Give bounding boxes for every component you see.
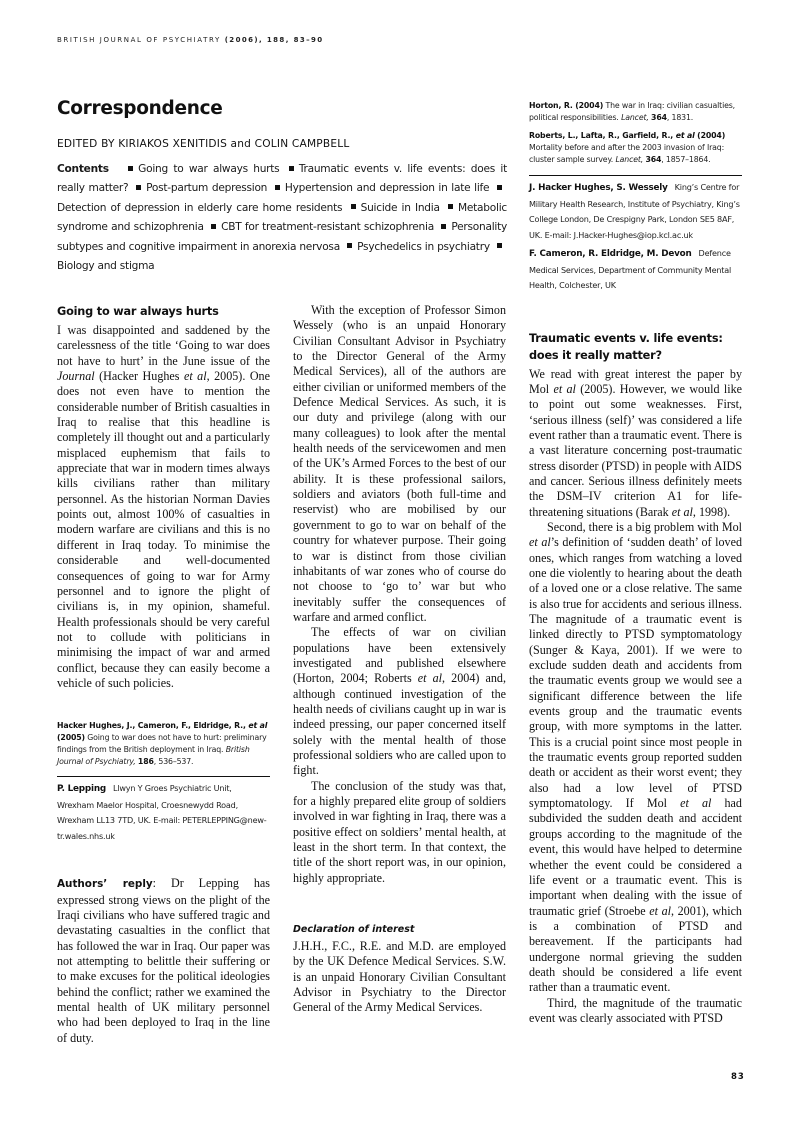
reply-paragraph: With the exception of Professor Simon Wessely (who is an unpaid Honorary Civilian Consultant Advisor in Psychiatry to the Director General of the Army Medical Services), all of the authors are either civilian or uniformed members of the Defence Medical Services. As such, it is our duty and privilege (along with our many colleagues) to look after the mental health needs of the servicewomen and men of the UK’s Armed Forces to the best of our ability. It is these professional sailors, soldiers and aviators (both full-time and reservist) who are mobilised by our government to go to war on behalf of the country for whatever purpose. Their going to war is distinct from those civilian inhabitants of war zones who of course do not choose to ‘go to’ war but who inevitably suffer the consequences of warfare and armed conflict.: [293, 303, 506, 624]
ref-pages: , 1857–1864.: [661, 155, 711, 164]
contents-item[interactable]: Post-partum depression: [146, 182, 268, 195]
text-run: , 2004) and, although continued investigation of the health needs of civilians caught up in war is indeed pressing, our paper concerned itself solely with the mental health of those professional soldiers who are called upon to fight.: [293, 671, 506, 778]
bullet-icon: [136, 185, 141, 190]
affiliation-text[interactable]: King’s Centre for Military Health Research, Institute of Psychiatry, King’s College London, De Crespigny Park, London SE5 8AF, UK. E-mail: J.Hacker-Hughes@iop.kcl.ac.uk: [529, 182, 740, 240]
declaration-heading: Declaration of interest: [293, 924, 415, 936]
author-affiliation: [57, 781, 270, 844]
etal: et al: [675, 131, 695, 140]
author-affiliation: [529, 246, 742, 294]
bullet-icon: [211, 224, 216, 229]
journal-citation: (2006), 188, 83–90: [224, 36, 324, 44]
ref-journal: British Journal of Psychiatry,: [57, 745, 250, 767]
etal: et al: [183, 369, 207, 384]
etal: et al: [417, 671, 443, 686]
contents-item[interactable]: Biology and stigma: [57, 260, 155, 273]
ref-journal: Lancet,: [615, 155, 644, 164]
column-left: [57, 303, 270, 1046]
reply-paragraph: [57, 876, 270, 1046]
bullet-icon: [289, 166, 294, 171]
letter-heading: Traumatic events v. life events: does it really matter?: [529, 331, 723, 362]
ref-authors: Horton, R. (2004): [529, 101, 604, 110]
author-name: J. Hacker Hughes, S. Wessely: [529, 183, 668, 193]
text-run: ’s definition of ‘sudden death’ of loved ones, which ranges from watching a loved one die violently to hearing about the death of a loved one or a close relative. The same is also true for accidents and serious illness. The magnitude of a traumatic event is linked directly to PTSD symptomatology (Sunger & Kaya, 2001). If we were to exclude sudden death and accidents from the traumatic events group we would see a significant difference between the life events group and the traumatic events group, with more symptoms in the latter. This is a crucial point since most people in the traumatic events group reported sudden death or accident as their worst event; they also had a low level of PTSD symptomatology. If Mol: [529, 535, 742, 811]
bullet-icon: [128, 166, 133, 171]
ref-volume: 364: [645, 155, 662, 164]
text-run: I was disappointed and saddened by the carelessness of the title ‘Going to war does not have to hurt’ in the June issue of the: [57, 323, 270, 368]
journal-ref: Journal: [57, 369, 95, 384]
ref-authors: Roberts, L., Lafta, R., Garfield, R.,: [529, 131, 676, 140]
text-run: The effects of war on civilian populations have been extensively investigated and published elsewhere (Horton, 2004; Roberts: [293, 625, 506, 686]
bullet-icon: [448, 204, 453, 209]
text-run: : Dr Lepping has expressed strong views on the plight of the Iraqi civilians who have suffered tragic and devastating casualties in the conflict that has followed the war in Iraq. Our paper was not attempting to belittle their suffering or to make excuses for the political ideologies behind the conflict; rather we examined the mental health of UK military personnel who had been deployed to Iraq in the line of duty.: [57, 876, 270, 1045]
bullet-icon: [497, 185, 502, 190]
ref-authors: Hacker Hughes, J., Cameron, F., Eldridge, R.,: [57, 721, 249, 731]
ref-title: Going to war does not have to hurt: preliminary findings from the British deployment in Iraq.: [57, 733, 267, 755]
journal-name: BRITISH JOURNAL OF PSYCHIATRY: [57, 36, 221, 44]
affiliation-text[interactable]: Llwyn Y Groes Psychiatric Unit, Wrexham Maelor Hospital, Croesnewydd Road, Wrexham LL13 7TD, UK. E-mail: PETERLEPPING@new-tr.wales.nhs.uk: [57, 783, 267, 841]
etal: et al: [680, 796, 712, 811]
contents-label: Contents: [57, 163, 109, 175]
contents-item[interactable]: Suicide in India: [360, 201, 440, 214]
ref-year: (2004): [694, 131, 726, 140]
contents-item[interactable]: Detection of depression in elderly care home residents: [57, 201, 343, 214]
column-right: [529, 100, 742, 1026]
letter-paragraph: [529, 520, 742, 996]
bullet-icon: [351, 204, 356, 209]
contents-item[interactable]: Metabolic syndrome and schizophrenia: [57, 201, 507, 234]
contents-item[interactable]: Hypertension and depression in late life: [284, 182, 490, 195]
etal: et al: [671, 504, 693, 519]
author-name: P. Lepping: [57, 784, 106, 795]
reply-label: Authors’ reply: [57, 878, 153, 891]
text-run: We read with great interest the paper by Mol: [529, 366, 742, 396]
text-run: , 2005). One does not even have to mention the considerable number of British casualties in Iraq to realise that this headline is completely ill thought out and a particularly misplaced euphemism that fails to appreciate that war in modern times always kills civilians rather than military personnel. As the historian Norman Davies points out, almost 100% of casualties in modern warfare are civilians and this is no different in Iraq today. To minimise the considerable and well-documented consequences of going to war for Army personnel and to ignore the plight of civilians is, in my opinion, shameful. Health professionals should be very careful not to collude with politicians in minimising the impact of war and armed conflict, because they can easily become a vehicle of such policies.: [57, 369, 270, 690]
ref-volume: 364: [651, 113, 667, 122]
editors-line: EDITED BY KIRIAKOS XENITIDIS and COLIN CAMPBELL: [57, 138, 350, 150]
ref-journal: Lancet,: [621, 113, 649, 122]
text-run: (Hacker Hughes: [94, 369, 184, 384]
etal: et al: [649, 903, 671, 918]
reference: [529, 130, 742, 166]
ref-pages: , 536–537.: [153, 757, 194, 767]
contents-item[interactable]: Traumatic events v. life events: does it really matter?: [57, 163, 507, 195]
declaration-text: J.H.H., F.C., R.E. and M.D. are employed by the UK Defence Medical Services. S.W. is an unpaid Honorary Civilian Consultant Advisor in Psychiatry to the Director General of the Army Medical Services.: [293, 939, 506, 1015]
page-number: 83: [731, 1072, 745, 1082]
text-run: , 2001), which is a combination of PTSD and bereavement. If the participants had undergone normal grieving the sudden death should be considered a life event rather than a traumatic event.: [529, 903, 742, 995]
reference: [529, 100, 742, 124]
letter-heading: Going to war always hurts: [57, 305, 219, 318]
text-run: had subdivided the sudden death and accident groups according to the magnitude of the event, this would have helped to determine whether the event could be considered a life event or a traumatic event. This is important when dealing with the issue of traumatic grief (Stroebe: [529, 796, 742, 918]
affiliation-text: Defence Medical Services, Department of Community Mental Health, Colchester, UK: [529, 248, 732, 290]
ref-volume: 186: [137, 757, 154, 767]
letter-paragraph: [57, 323, 270, 691]
etal: et al: [248, 721, 268, 731]
text-run: (2005). However, we would like to point out some weaknesses. First, ‘serious illness (self)’ was considered a life event rather than a traumatic event. There is a vast literature concerning post-traumatic stress disorder (PTSD) in people with AIDS and cancer. Serious illness definitely meets the DSM–IV criterion A1 for life-threatening situations (Barak: [529, 381, 742, 519]
text-run: Second, there is a big problem with Mol: [547, 519, 742, 534]
section-title: Correspondence: [57, 98, 223, 119]
text-run: , 1998).: [692, 504, 731, 519]
ref-title: The war in Iraq: civilian casualties, political responsibilities.: [529, 101, 735, 122]
bullet-icon: [347, 243, 352, 248]
letter-paragraph: Third, the magnitude of the traumatic event was clearly associated with PTSD: [529, 995, 742, 1025]
ref-pages: , 1831.: [666, 113, 694, 122]
reply-paragraph: The conclusion of the study was that, for a highly prepared elite group of soldiers involved in war fighting in Iraq, there was a positive effect on soldiers’ mental health, at least in the short term. In that context, the title of the short report was, in our opinion, highly appropriate.: [293, 778, 506, 885]
bullet-icon: [497, 243, 502, 248]
author-affiliation: [529, 180, 742, 243]
bullet-icon: [441, 224, 446, 229]
ref-year: (2005): [57, 733, 85, 743]
contents-item[interactable]: Going to war always hurts: [138, 163, 280, 175]
contents-item[interactable]: Psychedelics in psychiatry: [357, 240, 490, 253]
contents-item[interactable]: Personality subtypes and cognitive impairment in anorexia nervosa: [57, 221, 508, 253]
contents-item[interactable]: CBT for treatment-resistant schizophrenia: [221, 221, 434, 234]
etal: et al: [529, 535, 551, 550]
reply-paragraph: [293, 625, 506, 778]
contents-list: [57, 160, 507, 276]
letter-paragraph: [529, 367, 742, 520]
bullet-icon: [275, 185, 280, 190]
running-head: [57, 36, 324, 44]
etal: et al: [553, 381, 576, 396]
ref-title: Mortality before and after the 2003 invasion of Iraq: cluster sample survey.: [529, 143, 725, 164]
reference: [57, 720, 270, 768]
column-middle: [293, 303, 506, 1016]
author-name: F. Cameron, R. Eldridge, M. Devon: [529, 249, 692, 259]
